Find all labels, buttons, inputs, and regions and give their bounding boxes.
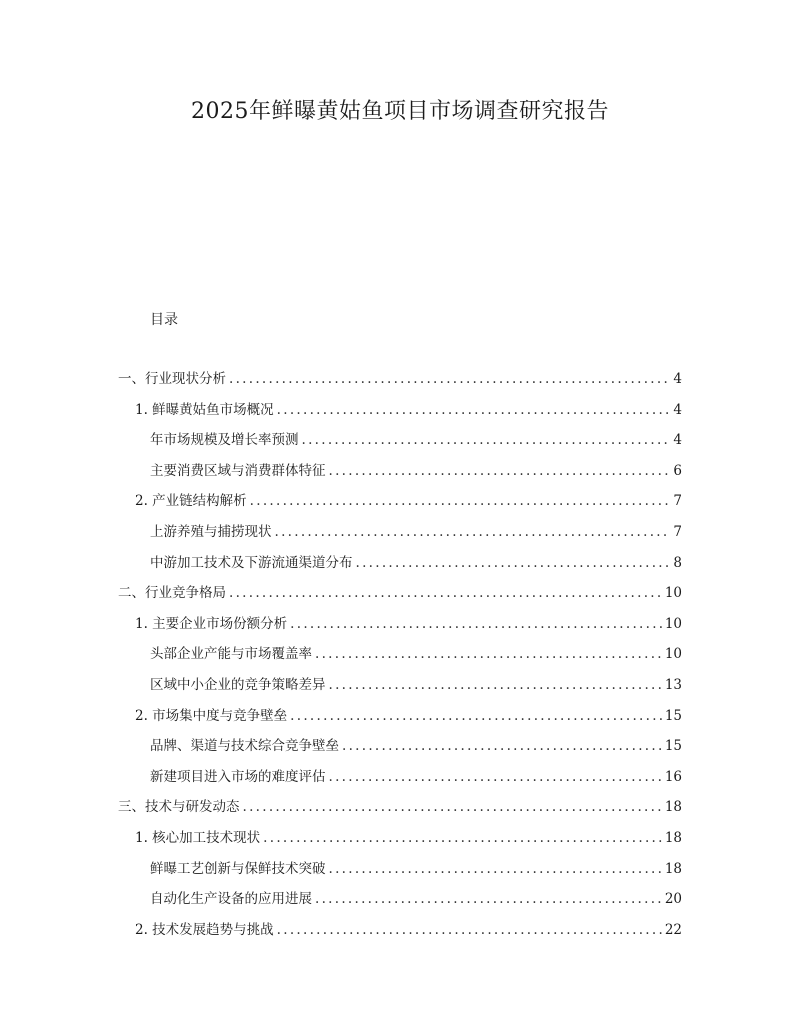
- toc-entry-text: 三、技术与研发动态: [118, 799, 240, 816]
- toc-entry[interactable]: [150, 734, 682, 760]
- toc-entry[interactable]: [150, 887, 682, 913]
- toc-entry-text: 二、行业竞争格局: [118, 585, 226, 602]
- toc-entry-page-number: 18: [664, 799, 682, 816]
- toc-entry-page-number: 6: [673, 462, 682, 479]
- dot-leader: [229, 371, 670, 387]
- toc-entry-page-number: 15: [664, 738, 682, 755]
- toc-entry-page-number: 20: [664, 891, 682, 908]
- toc-entry[interactable]: [150, 857, 682, 883]
- dot-leader: [250, 493, 671, 509]
- dot-leader: [302, 432, 671, 448]
- toc-entry[interactable]: [150, 428, 682, 454]
- toc-entry-text: 自动化生产设备的应用进展: [150, 891, 312, 908]
- toc-entry-page-number: 4: [673, 371, 682, 387]
- toc-entry[interactable]: [118, 581, 682, 607]
- toc-entry[interactable]: [150, 642, 682, 668]
- dot-leader: [329, 769, 662, 785]
- toc-entry-text: 品牌、渠道与技术综合竞争壁垒: [150, 738, 339, 755]
- dot-leader: [275, 524, 671, 540]
- toc-entry[interactable]: [150, 765, 682, 791]
- toc-entry[interactable]: [150, 520, 682, 546]
- toc-entry-page-number: 7: [673, 493, 682, 510]
- toc-entry-page-number: 4: [673, 401, 682, 418]
- toc-entry-text: 1. 核心加工技术现状: [135, 830, 261, 846]
- toc-entry-page-number: 16: [664, 768, 682, 785]
- toc-entry[interactable]: [135, 826, 682, 852]
- toc-entry-text: 主要消费区域与消费群体特征: [150, 462, 326, 479]
- toc-entry-text: 2. 市场集中度与竞争壁垒: [135, 707, 288, 724]
- toc-entry[interactable]: [135, 704, 682, 730]
- toc-entry-page-number: 18: [664, 830, 682, 846]
- dot-leader: [329, 463, 671, 479]
- dot-leader: [243, 799, 662, 815]
- dot-leader: [277, 922, 662, 938]
- dot-leader: [315, 646, 662, 662]
- toc-entry-text: 中游加工技术及下游流通渠道分布: [150, 554, 353, 571]
- dot-leader: [229, 585, 662, 601]
- toc-entry[interactable]: [150, 459, 682, 485]
- dot-leader: [263, 830, 662, 846]
- toc-entry-text: 新建项目进入市场的难度评估: [150, 768, 326, 785]
- toc-entry[interactable]: [118, 367, 682, 393]
- dot-leader: [329, 677, 662, 693]
- toc-entry-page-number: 10: [664, 615, 682, 632]
- page-title: 2025年鲜曝黄姑鱼项目市场调查研究报告: [191, 99, 609, 124]
- dot-leader: [329, 861, 662, 877]
- toc-entry[interactable]: [150, 551, 682, 577]
- toc-entry-text: 鲜曝工艺创新与保鲜技术突破: [150, 860, 326, 877]
- toc-entry[interactable]: [135, 612, 682, 638]
- toc-entry-page-number: 13: [664, 677, 682, 693]
- dot-leader: [290, 708, 662, 724]
- toc-entry-page-number: 10: [664, 585, 682, 602]
- toc-entry-page-number: 18: [664, 860, 682, 877]
- dot-leader: [356, 555, 671, 571]
- toc-entry-text: 上游养殖与捕捞现状: [150, 524, 272, 540]
- dot-leader: [342, 738, 662, 754]
- toc-entry-page-number: 22: [664, 921, 682, 938]
- dot-leader: [315, 891, 662, 907]
- toc-entry-page-number: 7: [673, 524, 682, 540]
- toc-entry[interactable]: [135, 398, 682, 424]
- toc-entry[interactable]: [118, 795, 682, 821]
- toc-entry[interactable]: [135, 918, 682, 944]
- toc-entry-page-number: 4: [673, 432, 682, 449]
- toc-entry-text: 头部企业产能与市场覆盖率: [150, 646, 312, 663]
- toc-entry[interactable]: [150, 673, 682, 699]
- toc-entry-text: 区域中小企业的竞争策略差异: [150, 677, 326, 693]
- toc-entry-page-number: 10: [664, 646, 682, 663]
- dot-leader: [277, 402, 671, 418]
- dot-leader: [290, 616, 662, 632]
- toc-entry-text: 1. 主要企业市场份额分析: [135, 615, 288, 632]
- toc-entry-page-number: 15: [664, 707, 682, 724]
- toc-entry-text: 年市场规模及增长率预测: [150, 432, 299, 449]
- toc-entry[interactable]: [135, 489, 682, 515]
- toc-entry-text: 2. 技术发展趋势与挑战: [135, 921, 274, 938]
- toc-heading: 目录: [150, 312, 178, 328]
- toc-entry-text: 2. 产业链结构解析: [135, 493, 247, 510]
- toc-entry-page-number: 8: [673, 554, 682, 571]
- toc-entry-text: 1. 鲜曝黄姑鱼市场概况: [135, 401, 274, 418]
- toc-entry-text: 一、行业现状分析: [118, 371, 226, 387]
